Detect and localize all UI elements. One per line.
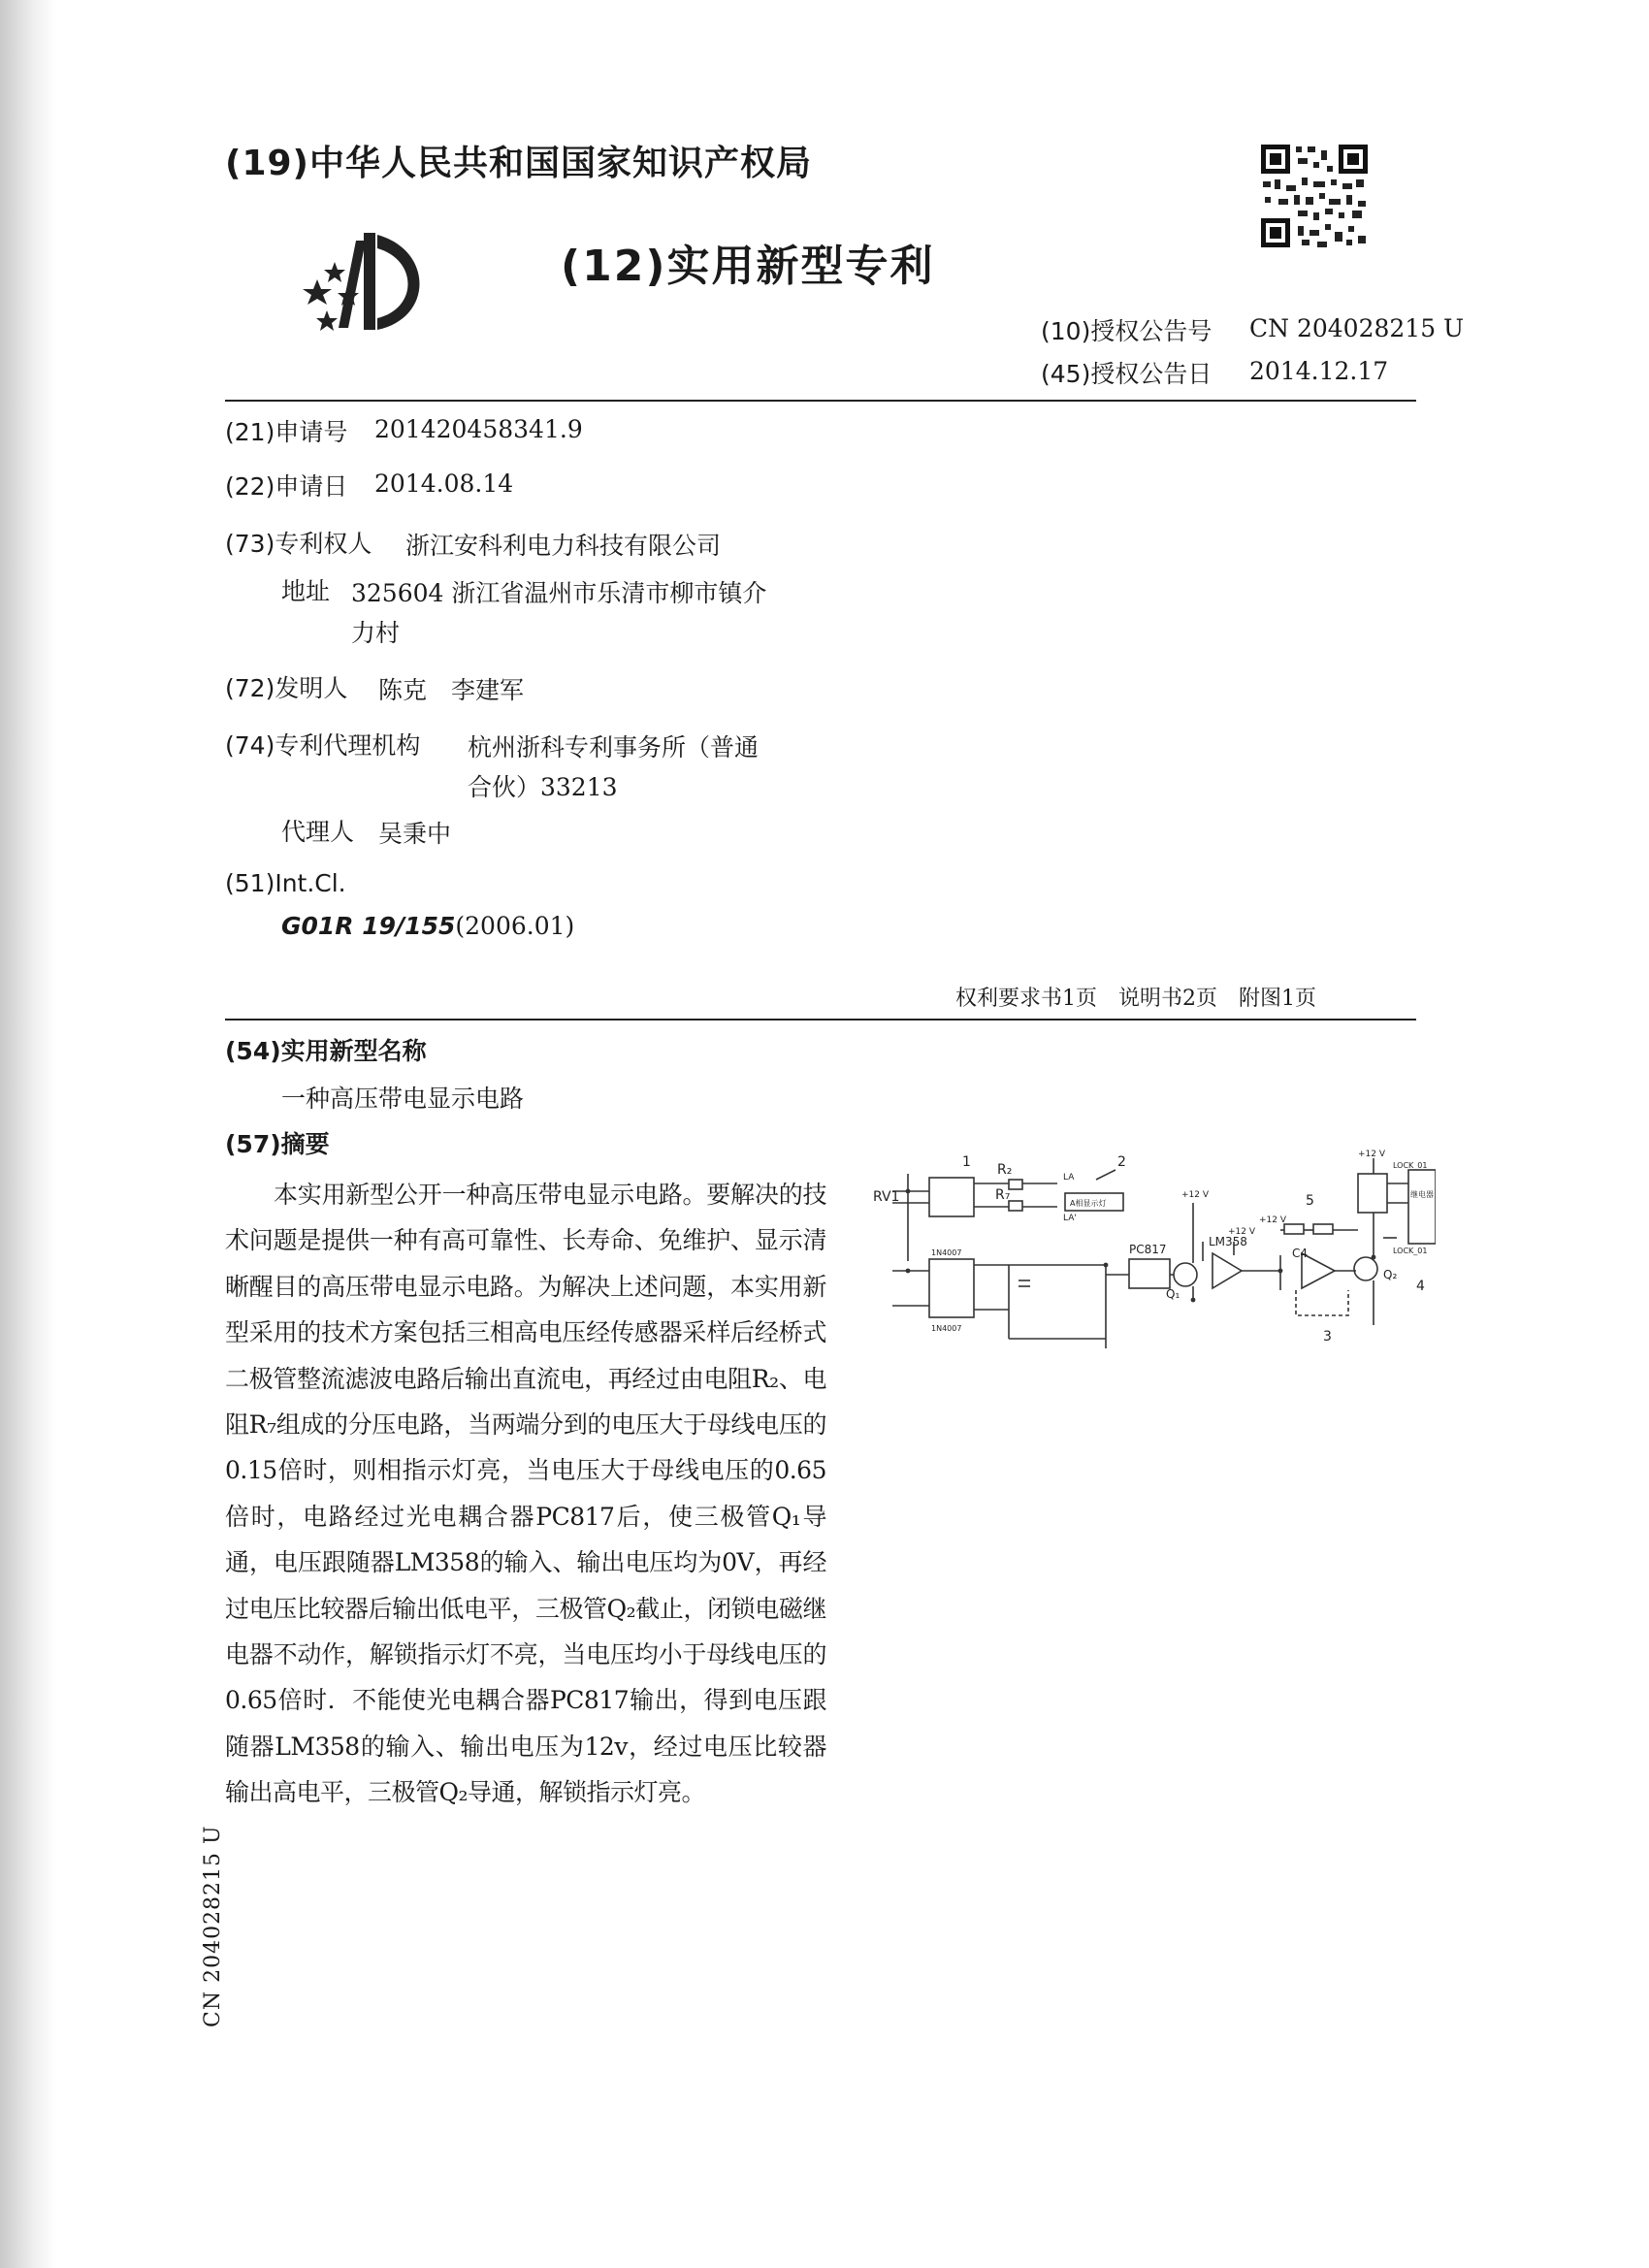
- side-publication-number: CN 204028215 U: [201, 1825, 225, 2027]
- optocoupler-pc817: [1129, 1259, 1170, 1288]
- label-12v-a: +12 V: [1181, 1190, 1210, 1200]
- page-counts: 权利要求书1页 说明书2页 附图1页: [955, 987, 1316, 1011]
- inventor-label: (72)发明人: [225, 674, 348, 702]
- qr-code-icon: [1259, 143, 1370, 249]
- bridge-rectifier-1: [929, 1178, 974, 1216]
- lock-block: [1408, 1170, 1436, 1244]
- label-q1: Q₁: [1166, 1287, 1180, 1301]
- label-3: 3: [1323, 1329, 1332, 1345]
- circuit-diagram: [873, 1145, 1436, 1358]
- label-12v-c: +12 V: [1259, 1215, 1287, 1225]
- bridge-rectifier-2: [929, 1259, 974, 1317]
- abstract-text: 本实用新型公开一种高压带电显示电路。要解决的技术问题是提供一种有高可靠性、长寿命、免维护、显示清晰醒目的高压带电显示电路。为解决上述问题，本实用新型采用的技术方案包括三相高电压经传感器采样后经桥式二极管整流滤波电路后输出直流电，再经过由电阻R₂、电阻R₇组成的分压电路，当两端分到的电压大于母线电压的0.15倍时，则相指示灯亮，当电压大于母线电压的0.65倍时，电路经过光电耦合器PC817后，使三极管Q₁导通，电压跟随器LM358的输入、输出电压均为0V，再经过电压比较器后输出低电平，三极管Q₂截止，闭锁电磁继电器不动作，解锁指示灯不亮，当电压均小于母线电压的0.65倍时．不能使光电耦合器PC817输出，得到电压跟随器LM358的输入、输出电压为12v，经过电压比较器输出高电平，三极管Q₂导通，解锁指示灯亮。: [225, 1181, 826, 1807]
- address-line2: 力村: [351, 619, 401, 647]
- abstract-body: [225, 1172, 826, 1816]
- intcl-line: [281, 912, 574, 940]
- label-q2: Q₂: [1383, 1268, 1398, 1281]
- transistor-q2: [1354, 1257, 1377, 1280]
- grant-no-label: (10)授权公告号: [1041, 317, 1212, 345]
- label-rv1: RV1: [873, 1189, 900, 1205]
- voltage-follower-lm358: [1212, 1253, 1242, 1288]
- label-lock2: LOCK_01: [1393, 1247, 1428, 1255]
- intcl-label: (51)Int.Cl.: [225, 869, 346, 897]
- app-no-label: (21)申请号: [225, 418, 348, 446]
- label-r2: R₂: [997, 1162, 1013, 1178]
- agent-value: 吴秉中: [378, 820, 452, 848]
- label-pc817: PC817: [1129, 1243, 1167, 1256]
- address-label: 地址: [281, 577, 331, 605]
- label-2: 2: [1117, 1154, 1126, 1170]
- scan-shadow: [0, 0, 56, 2268]
- label-5: 5: [1306, 1193, 1314, 1209]
- agency-line1: 杭州浙科专利事务所（普通: [468, 733, 760, 761]
- label-r7: R₇: [995, 1187, 1011, 1203]
- relay-coil: [1358, 1174, 1387, 1213]
- label-12v-b: +12 V: [1228, 1227, 1256, 1237]
- intcl-version: (2006.01): [455, 912, 575, 940]
- label-lock1: LOCK_01: [1393, 1161, 1428, 1170]
- patentee-label: (73)专利权人: [225, 530, 372, 558]
- agency-line2: 合伙）33213: [468, 773, 618, 801]
- label-4: 4: [1416, 1279, 1425, 1294]
- grant-date-label: (45)授权公告日: [1041, 360, 1212, 388]
- title-label: (54)实用新型名称: [225, 1037, 427, 1065]
- label-diode-a: 1N4007: [931, 1248, 962, 1257]
- utility-model-title: 一种高压带电显示电路: [281, 1085, 525, 1113]
- label-diode-b: 1N4007: [931, 1324, 962, 1333]
- grant-no-value: CN 204028215 U: [1249, 314, 1465, 342]
- label-c4: C4: [1292, 1247, 1309, 1260]
- agency-label: (74)专利代理机构: [225, 731, 421, 760]
- biblio-rule: [225, 1019, 1416, 1021]
- office-name: (19)中华人民共和国国家知识产权局: [225, 144, 813, 183]
- label-12v-d: +12 V: [1358, 1150, 1386, 1159]
- app-no-value: 201420458341.9: [374, 415, 583, 443]
- label-la2: LA': [1063, 1214, 1077, 1223]
- label-la: LA: [1063, 1173, 1075, 1183]
- label-lm358: LM358: [1209, 1235, 1247, 1248]
- label-led: A相显示灯: [1070, 1199, 1107, 1208]
- sipo-logo-icon: [298, 221, 443, 347]
- app-date-label: (22)申请日: [225, 472, 348, 501]
- intcl-code: G01R 19/155: [281, 912, 456, 940]
- address-line1: 325604 浙江省温州市乐清市柳市镇介: [351, 579, 767, 607]
- patent-type: (12)实用新型专利: [561, 242, 935, 291]
- patentee-value: 浙江安科利电力科技有限公司: [405, 532, 722, 560]
- inventor-value: 陈克 李建军: [378, 676, 525, 704]
- abstract-label: (57)摘要: [225, 1130, 330, 1158]
- grant-date-value: 2014.12.17: [1249, 357, 1389, 385]
- agent-label: 代理人: [281, 818, 355, 846]
- header-rule: [225, 400, 1416, 402]
- label-relay: 继电器: [1410, 1190, 1434, 1199]
- app-date-value: 2014.08.14: [374, 470, 514, 498]
- label-1: 1: [962, 1154, 971, 1170]
- transistor-q1: [1174, 1263, 1197, 1286]
